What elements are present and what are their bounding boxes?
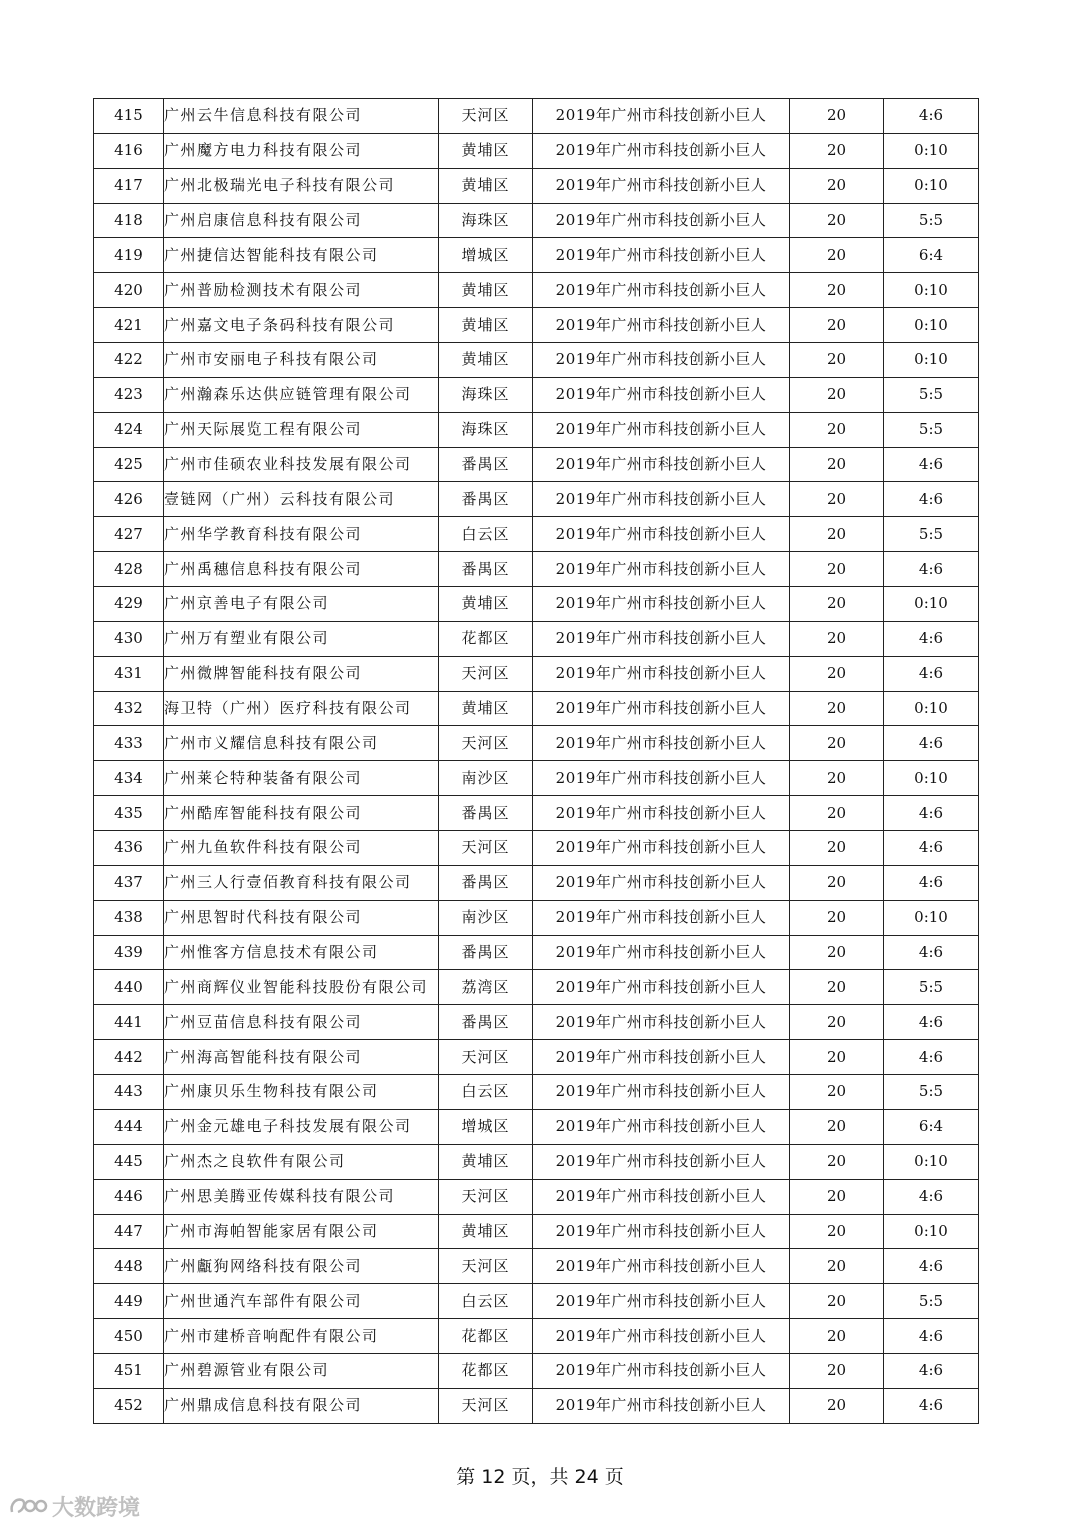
row-number-cell: 447 — [94, 1214, 164, 1249]
company-name-cell: 广州禹穗信息科技有限公司 — [164, 552, 439, 587]
row-number-cell: 446 — [94, 1179, 164, 1214]
company-name-cell: 广州酷库智能科技有限公司 — [164, 796, 439, 831]
company-name-cell: 广州九鱼软件科技有限公司 — [164, 831, 439, 866]
category-cell: 2019年广州市科技创新小巨人 — [533, 133, 790, 168]
category-cell: 2019年广州市科技创新小巨人 — [533, 308, 790, 343]
category-cell: 2019年广州市科技创新小巨人 — [533, 1109, 790, 1144]
district-cell: 番禺区 — [439, 552, 533, 587]
row-number-cell: 435 — [94, 796, 164, 831]
category-cell: 2019年广州市科技创新小巨人 — [533, 1144, 790, 1179]
table-row — [94, 447, 979, 482]
district-cell: 番禺区 — [439, 1005, 533, 1040]
row-number-cell: 444 — [94, 1109, 164, 1144]
row-number-cell: 448 — [94, 1249, 164, 1284]
table-row — [94, 203, 979, 238]
category-cell: 2019年广州市科技创新小巨人 — [533, 447, 790, 482]
table-row — [94, 1353, 979, 1388]
district-cell: 天河区 — [439, 99, 533, 134]
district-cell: 天河区 — [439, 1388, 533, 1423]
district-cell: 番禺区 — [439, 447, 533, 482]
district-cell: 天河区 — [439, 1249, 533, 1284]
company-name-cell: 壹链网（广州）云科技有限公司 — [164, 482, 439, 517]
category-cell: 2019年广州市科技创新小巨人 — [533, 273, 790, 308]
category-cell: 2019年广州市科技创新小巨人 — [533, 517, 790, 552]
company-name-cell: 广州海高智能科技有限公司 — [164, 1040, 439, 1075]
table-row — [94, 133, 979, 168]
row-number-cell: 418 — [94, 203, 164, 238]
table-row — [94, 377, 979, 412]
amount-cell: 20 — [790, 1388, 884, 1423]
ratio-cell: 0:10 — [884, 691, 979, 726]
amount-cell: 20 — [790, 691, 884, 726]
ratio-cell: 4:6 — [884, 865, 979, 900]
ratio-cell: 4:6 — [884, 482, 979, 517]
company-name-cell: 广州捷信达智能科技有限公司 — [164, 238, 439, 273]
row-number-cell: 420 — [94, 273, 164, 308]
ratio-cell: 4:6 — [884, 1319, 979, 1354]
row-number-cell: 451 — [94, 1353, 164, 1388]
category-cell: 2019年广州市科技创新小巨人 — [533, 1249, 790, 1284]
row-number-cell: 452 — [94, 1388, 164, 1423]
ratio-cell: 0:10 — [884, 343, 979, 378]
company-name-cell: 广州万有塑业有限公司 — [164, 621, 439, 656]
table-row — [94, 1249, 979, 1284]
amount-cell: 20 — [790, 900, 884, 935]
amount-cell: 20 — [790, 796, 884, 831]
amount-cell: 20 — [790, 552, 884, 587]
table-row — [94, 168, 979, 203]
company-name-cell: 广州云牛信息科技有限公司 — [164, 99, 439, 134]
row-number-cell: 432 — [94, 691, 164, 726]
amount-cell: 20 — [790, 726, 884, 761]
table-row — [94, 656, 979, 691]
ratio-cell: 4:6 — [884, 726, 979, 761]
company-name-cell: 广州思美腾亚传媒科技有限公司 — [164, 1179, 439, 1214]
amount-cell: 20 — [790, 656, 884, 691]
row-number-cell: 415 — [94, 99, 164, 134]
ratio-cell: 4:6 — [884, 99, 979, 134]
ratio-cell: 6:4 — [884, 1109, 979, 1144]
table-row — [94, 1214, 979, 1249]
row-number-cell: 439 — [94, 935, 164, 970]
company-name-cell: 广州莱仑特种装备有限公司 — [164, 761, 439, 796]
category-cell: 2019年广州市科技创新小巨人 — [533, 865, 790, 900]
amount-cell: 20 — [790, 865, 884, 900]
district-cell: 天河区 — [439, 831, 533, 866]
ratio-cell: 0:10 — [884, 1214, 979, 1249]
row-number-cell: 442 — [94, 1040, 164, 1075]
row-number-cell: 449 — [94, 1284, 164, 1319]
ratio-cell: 5:5 — [884, 970, 979, 1005]
district-cell: 番禺区 — [439, 482, 533, 517]
row-number-cell: 427 — [94, 517, 164, 552]
company-name-cell: 广州康贝乐生物科技有限公司 — [164, 1075, 439, 1110]
company-name-cell: 广州华学教育科技有限公司 — [164, 517, 439, 552]
table-row — [94, 273, 979, 308]
table-row — [94, 238, 979, 273]
ratio-cell: 5:5 — [884, 1075, 979, 1110]
district-cell: 白云区 — [439, 1075, 533, 1110]
company-name-cell: 广州启康信息科技有限公司 — [164, 203, 439, 238]
amount-cell: 20 — [790, 1144, 884, 1179]
company-name-cell: 广州商辉仪业智能科技股份有限公司 — [164, 970, 439, 1005]
category-cell: 2019年广州市科技创新小巨人 — [533, 1040, 790, 1075]
category-cell: 2019年广州市科技创新小巨人 — [533, 377, 790, 412]
ratio-cell: 5:5 — [884, 203, 979, 238]
district-cell: 天河区 — [439, 656, 533, 691]
company-list-table — [93, 98, 979, 1424]
row-number-cell: 434 — [94, 761, 164, 796]
amount-cell: 20 — [790, 1353, 884, 1388]
company-name-cell: 广州普励检测技术有限公司 — [164, 273, 439, 308]
company-name-cell: 广州魔方电力科技有限公司 — [164, 133, 439, 168]
row-number-cell: 436 — [94, 831, 164, 866]
district-cell: 天河区 — [439, 1179, 533, 1214]
category-cell: 2019年广州市科技创新小巨人 — [533, 343, 790, 378]
company-name-cell: 广州杰之良软件有限公司 — [164, 1144, 439, 1179]
district-cell: 黄埔区 — [439, 587, 533, 622]
category-cell: 2019年广州市科技创新小巨人 — [533, 621, 790, 656]
district-cell: 荔湾区 — [439, 970, 533, 1005]
row-number-cell: 440 — [94, 970, 164, 1005]
company-name-cell: 广州市义耀信息科技有限公司 — [164, 726, 439, 761]
table-row — [94, 1179, 979, 1214]
category-cell: 2019年广州市科技创新小巨人 — [533, 831, 790, 866]
amount-cell: 20 — [790, 1319, 884, 1354]
company-name-cell: 广州鼎成信息科技有限公司 — [164, 1388, 439, 1423]
row-number-cell: 450 — [94, 1319, 164, 1354]
company-name-cell: 广州市安丽电子科技有限公司 — [164, 343, 439, 378]
company-name-cell: 广州京善电子有限公司 — [164, 587, 439, 622]
amount-cell: 20 — [790, 1005, 884, 1040]
ratio-cell: 4:6 — [884, 1388, 979, 1423]
table-row — [94, 865, 979, 900]
amount-cell: 20 — [790, 447, 884, 482]
category-cell: 2019年广州市科技创新小巨人 — [533, 900, 790, 935]
amount-cell: 20 — [790, 761, 884, 796]
row-number-cell: 431 — [94, 656, 164, 691]
table-row — [94, 1388, 979, 1423]
company-name-cell: 广州甗狗网络科技有限公司 — [164, 1249, 439, 1284]
district-cell: 番禺区 — [439, 796, 533, 831]
amount-cell: 20 — [790, 377, 884, 412]
district-cell: 海珠区 — [439, 377, 533, 412]
ratio-cell: 4:6 — [884, 1005, 979, 1040]
ratio-cell: 4:6 — [884, 831, 979, 866]
amount-cell: 20 — [790, 1109, 884, 1144]
table-row — [94, 726, 979, 761]
table-row — [94, 1144, 979, 1179]
ratio-cell: 4:6 — [884, 935, 979, 970]
table-row — [94, 761, 979, 796]
page-number: 第 12 页，共 24 页 — [456, 1466, 624, 1488]
category-cell: 2019年广州市科技创新小巨人 — [533, 691, 790, 726]
company-name-cell: 广州金元雄电子科技发展有限公司 — [164, 1109, 439, 1144]
district-cell: 花都区 — [439, 621, 533, 656]
category-cell: 2019年广州市科技创新小巨人 — [533, 1179, 790, 1214]
ratio-cell: 0:10 — [884, 308, 979, 343]
ratio-cell: 4:6 — [884, 621, 979, 656]
table-row — [94, 691, 979, 726]
district-cell: 黄埔区 — [439, 308, 533, 343]
amount-cell: 20 — [790, 831, 884, 866]
company-name-cell: 广州市建桥音响配件有限公司 — [164, 1319, 439, 1354]
amount-cell: 20 — [790, 133, 884, 168]
amount-cell: 20 — [790, 1214, 884, 1249]
category-cell: 2019年广州市科技创新小巨人 — [533, 99, 790, 134]
table-row — [94, 308, 979, 343]
ratio-cell: 0:10 — [884, 761, 979, 796]
company-name-cell: 广州市佳硕农业科技发展有限公司 — [164, 447, 439, 482]
amount-cell: 20 — [790, 238, 884, 273]
amount-cell: 20 — [790, 1075, 884, 1110]
table-row — [94, 1075, 979, 1110]
watermark-logo-icon — [8, 1494, 48, 1518]
ratio-cell: 5:5 — [884, 377, 979, 412]
category-cell: 2019年广州市科技创新小巨人 — [533, 168, 790, 203]
amount-cell: 20 — [790, 343, 884, 378]
category-cell: 2019年广州市科技创新小巨人 — [533, 935, 790, 970]
company-name-cell: 广州市海帕智能家居有限公司 — [164, 1214, 439, 1249]
company-name-cell: 广州微牌智能科技有限公司 — [164, 656, 439, 691]
table-row — [94, 1319, 979, 1354]
row-number-cell: 445 — [94, 1144, 164, 1179]
table-row — [94, 517, 979, 552]
company-name-cell: 广州北极瑞光电子科技有限公司 — [164, 168, 439, 203]
table-row — [94, 621, 979, 656]
table-row — [94, 970, 979, 1005]
ratio-cell: 0:10 — [884, 900, 979, 935]
table-row — [94, 796, 979, 831]
district-cell: 增城区 — [439, 238, 533, 273]
amount-cell: 20 — [790, 168, 884, 203]
row-number-cell: 441 — [94, 1005, 164, 1040]
category-cell: 2019年广州市科技创新小巨人 — [533, 970, 790, 1005]
table-row — [94, 1284, 979, 1319]
category-cell: 2019年广州市科技创新小巨人 — [533, 1284, 790, 1319]
table-row — [94, 1040, 979, 1075]
table-row — [94, 99, 979, 134]
category-cell: 2019年广州市科技创新小巨人 — [533, 796, 790, 831]
district-cell: 黄埔区 — [439, 273, 533, 308]
district-cell: 南沙区 — [439, 900, 533, 935]
company-name-cell: 广州惟客方信息技术有限公司 — [164, 935, 439, 970]
category-cell: 2019年广州市科技创新小巨人 — [533, 412, 790, 447]
row-number-cell: 419 — [94, 238, 164, 273]
table-row — [94, 831, 979, 866]
table-row — [94, 1005, 979, 1040]
category-cell: 2019年广州市科技创新小巨人 — [533, 726, 790, 761]
row-number-cell: 423 — [94, 377, 164, 412]
category-cell: 2019年广州市科技创新小巨人 — [533, 1353, 790, 1388]
district-cell: 黄埔区 — [439, 133, 533, 168]
ratio-cell: 5:5 — [884, 1284, 979, 1319]
district-cell: 黄埔区 — [439, 168, 533, 203]
district-cell: 海珠区 — [439, 412, 533, 447]
amount-cell: 20 — [790, 517, 884, 552]
table-row — [94, 482, 979, 517]
district-cell: 黄埔区 — [439, 1144, 533, 1179]
amount-cell: 20 — [790, 935, 884, 970]
amount-cell: 20 — [790, 1040, 884, 1075]
amount-cell: 20 — [790, 273, 884, 308]
row-number-cell: 443 — [94, 1075, 164, 1110]
ratio-cell: 5:5 — [884, 517, 979, 552]
district-cell: 白云区 — [439, 1284, 533, 1319]
amount-cell: 20 — [790, 308, 884, 343]
table-row — [94, 412, 979, 447]
table-row — [94, 343, 979, 378]
ratio-cell: 4:6 — [884, 552, 979, 587]
table-row — [94, 552, 979, 587]
amount-cell: 20 — [790, 99, 884, 134]
amount-cell: 20 — [790, 412, 884, 447]
district-cell: 天河区 — [439, 1040, 533, 1075]
ratio-cell: 4:6 — [884, 796, 979, 831]
amount-cell: 20 — [790, 1284, 884, 1319]
ratio-cell: 4:6 — [884, 447, 979, 482]
district-cell: 增城区 — [439, 1109, 533, 1144]
row-number-cell: 433 — [94, 726, 164, 761]
district-cell: 海珠区 — [439, 203, 533, 238]
ratio-cell: 0:10 — [884, 587, 979, 622]
category-cell: 2019年广州市科技创新小巨人 — [533, 1075, 790, 1110]
amount-cell: 20 — [790, 1249, 884, 1284]
row-number-cell: 422 — [94, 343, 164, 378]
row-number-cell: 417 — [94, 168, 164, 203]
ratio-cell: 5:5 — [884, 412, 979, 447]
district-cell: 南沙区 — [439, 761, 533, 796]
row-number-cell: 438 — [94, 900, 164, 935]
amount-cell: 20 — [790, 203, 884, 238]
ratio-cell: 6:4 — [884, 238, 979, 273]
ratio-cell: 0:10 — [884, 133, 979, 168]
category-cell: 2019年广州市科技创新小巨人 — [533, 587, 790, 622]
category-cell: 2019年广州市科技创新小巨人 — [533, 1319, 790, 1354]
category-cell: 2019年广州市科技创新小巨人 — [533, 1388, 790, 1423]
district-cell: 花都区 — [439, 1353, 533, 1388]
watermark — [8, 1490, 140, 1522]
district-cell: 番禺区 — [439, 935, 533, 970]
company-name-cell: 广州天际展览工程有限公司 — [164, 412, 439, 447]
row-number-cell: 430 — [94, 621, 164, 656]
company-name-cell: 广州思智时代科技有限公司 — [164, 900, 439, 935]
ratio-cell: 4:6 — [884, 656, 979, 691]
row-number-cell: 421 — [94, 308, 164, 343]
ratio-cell: 4:6 — [884, 1353, 979, 1388]
company-name-cell: 广州三人行壹佰教育科技有限公司 — [164, 865, 439, 900]
table-row — [94, 1109, 979, 1144]
district-cell: 黄埔区 — [439, 343, 533, 378]
row-number-cell: 424 — [94, 412, 164, 447]
row-number-cell: 428 — [94, 552, 164, 587]
company-name-cell: 广州世通汽车部件有限公司 — [164, 1284, 439, 1319]
table-row — [94, 935, 979, 970]
amount-cell: 20 — [790, 970, 884, 1005]
company-name-cell: 广州瀚森乐达供应链管理有限公司 — [164, 377, 439, 412]
district-cell: 番禺区 — [439, 865, 533, 900]
row-number-cell: 426 — [94, 482, 164, 517]
row-number-cell: 437 — [94, 865, 164, 900]
category-cell: 2019年广州市科技创新小巨人 — [533, 761, 790, 796]
ratio-cell: 0:10 — [884, 1144, 979, 1179]
row-number-cell: 429 — [94, 587, 164, 622]
row-number-cell: 416 — [94, 133, 164, 168]
amount-cell: 20 — [790, 1179, 884, 1214]
category-cell: 2019年广州市科技创新小巨人 — [533, 1005, 790, 1040]
row-number-cell: 425 — [94, 447, 164, 482]
category-cell: 2019年广州市科技创新小巨人 — [533, 203, 790, 238]
company-name-cell: 广州嘉文电子条码科技有限公司 — [164, 308, 439, 343]
district-cell: 花都区 — [439, 1319, 533, 1354]
company-name-cell: 广州碧源管业有限公司 — [164, 1353, 439, 1388]
watermark-text: 大数跨境 — [52, 1495, 141, 1521]
category-cell: 2019年广州市科技创新小巨人 — [533, 552, 790, 587]
district-cell: 黄埔区 — [439, 1214, 533, 1249]
ratio-cell: 4:6 — [884, 1179, 979, 1214]
district-cell: 黄埔区 — [439, 691, 533, 726]
ratio-cell: 4:6 — [884, 1249, 979, 1284]
category-cell: 2019年广州市科技创新小巨人 — [533, 238, 790, 273]
table-row — [94, 587, 979, 622]
amount-cell: 20 — [790, 482, 884, 517]
category-cell: 2019年广州市科技创新小巨人 — [533, 1214, 790, 1249]
ratio-cell: 4:6 — [884, 1040, 979, 1075]
category-cell: 2019年广州市科技创新小巨人 — [533, 656, 790, 691]
company-name-cell: 海卫特（广州）医疗科技有限公司 — [164, 691, 439, 726]
table-row — [94, 900, 979, 935]
ratio-cell: 0:10 — [884, 168, 979, 203]
amount-cell: 20 — [790, 587, 884, 622]
district-cell: 天河区 — [439, 726, 533, 761]
amount-cell: 20 — [790, 621, 884, 656]
table-body — [94, 99, 979, 1424]
district-cell: 白云区 — [439, 517, 533, 552]
ratio-cell: 0:10 — [884, 273, 979, 308]
company-name-cell: 广州豆苗信息科技有限公司 — [164, 1005, 439, 1040]
category-cell: 2019年广州市科技创新小巨人 — [533, 482, 790, 517]
